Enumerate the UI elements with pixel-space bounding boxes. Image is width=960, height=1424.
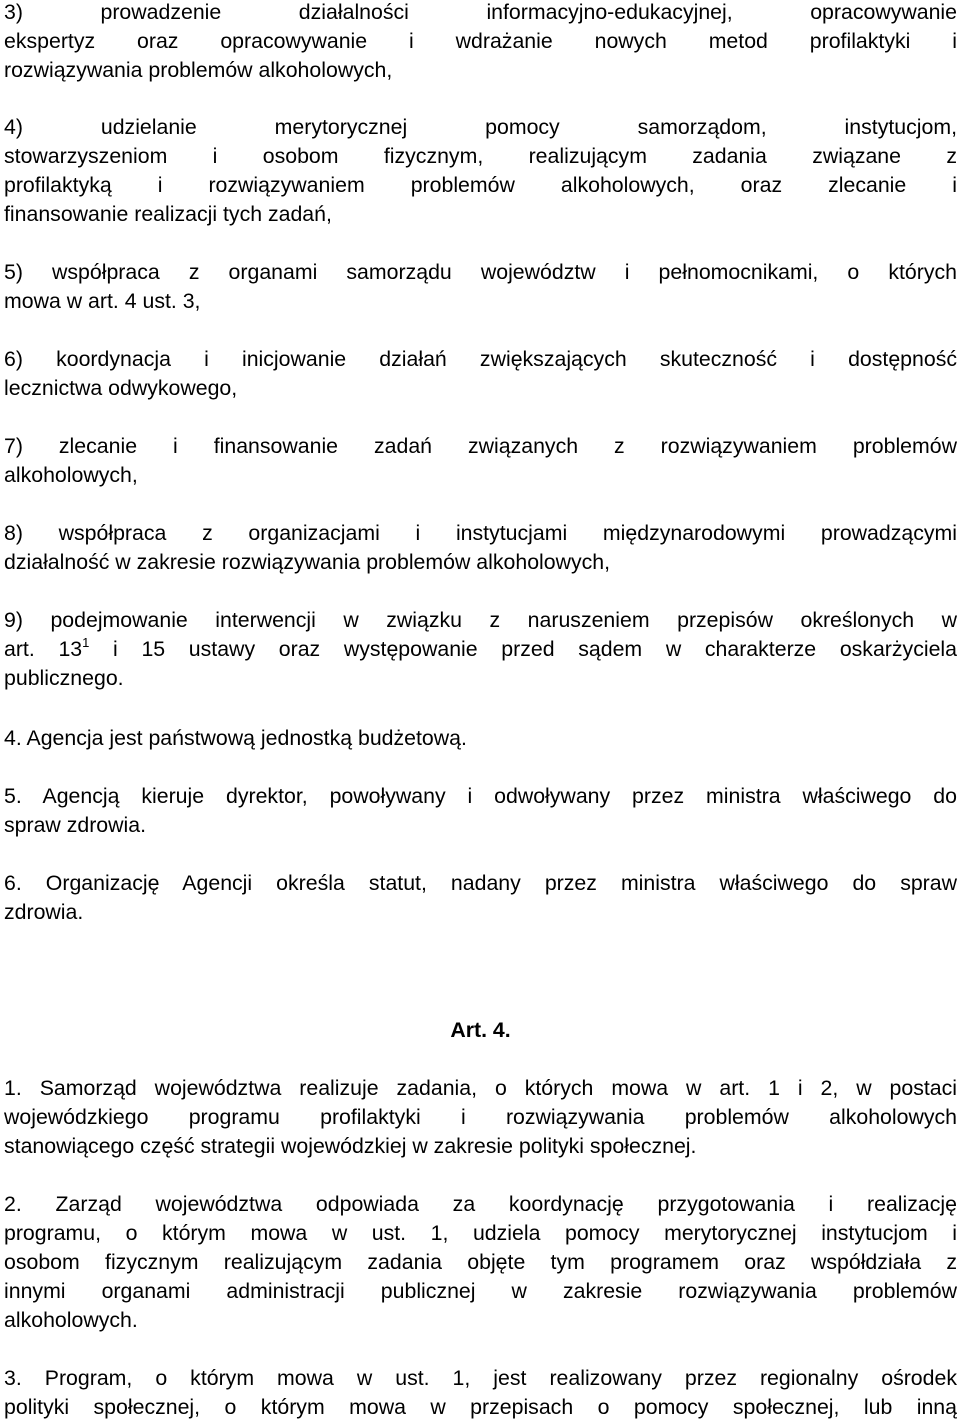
text-line: publicznego. (4, 666, 124, 690)
text-line: spraw zdrowia. (4, 813, 147, 837)
article-paragraph-3 (4, 1364, 957, 1422)
text-line: mowa w art. 4 ust. 3, (4, 289, 201, 313)
text-line: 2. Zarząd województwa odpowiada za koordynację przygotowania i realizację (4, 1192, 957, 1216)
text-line: wojewódzkiego programu profilaktyki i rozwiązywania problemów alkoholowych (4, 1105, 957, 1129)
text-line: stowarzyszeniom i osobom fizycznym, realizującym zadania związane z (4, 144, 957, 168)
text-line: 4) udzielanie merytorycznej pomocy samorządom, instytucjom, (4, 115, 957, 139)
text-line: zdrowia. (4, 900, 84, 924)
text-line: działalność w zakresie rozwiązywania problemów alkoholowych, (4, 550, 611, 574)
list-item-3 (4, 0, 957, 85)
text-line-with-superscript (4, 635, 957, 664)
section-4 (4, 724, 957, 753)
text-line: rozwiązywania problemów alkoholowych, (4, 58, 393, 82)
superscript: 1 (82, 635, 90, 650)
section-6 (4, 869, 957, 927)
text-line: 5. Agencją kieruje dyrektor, powoływany i odwoływany przez ministra właściwego do (4, 784, 957, 808)
text-line: alkoholowych. (4, 1308, 138, 1332)
article-paragraph-2 (4, 1190, 957, 1335)
text-line: 1. Samorząd województwa realizuje zadania, o których mowa w art. 1 i 2, w postaci (4, 1076, 957, 1100)
text-line: 4. Agencja jest państwową jednostką budżetową. (4, 726, 467, 750)
text-line: 7) zlecanie i finansowanie zadań związanych z rozwiązywaniem problemów (4, 434, 957, 458)
text-segment: art. 13 (4, 637, 83, 661)
list-item-6 (4, 345, 957, 403)
text-line: 9) podejmowanie interwencji w związku z naruszeniem przepisów określonych w (4, 608, 957, 632)
article-paragraph-1 (4, 1074, 957, 1161)
text-line: polityki społecznej, o którym mowa w przepisach o pomocy społecznej, lub inną (4, 1395, 957, 1419)
text-line: 6) koordynacja i inicjowanie działań zwiększających skuteczność i dostępność (4, 347, 957, 371)
list-item-7 (4, 432, 957, 490)
article-heading: Art. 4. (450, 1018, 511, 1042)
text-line: 3) prowadzenie działalności informacyjno-edukacyjnej, opracowywanie (4, 0, 957, 24)
text-line: ekspertyz oraz opracowywanie i wdrażanie nowych metod profilaktyki i (4, 29, 957, 53)
text-line: profilaktyką i rozwiązywaniem problemów alkoholowych, oraz zlecanie i (4, 173, 957, 197)
list-item-4 (4, 113, 957, 229)
text-line: alkoholowych, (4, 463, 138, 487)
text-line: 3. Program, o którym mowa w ust. 1, jest realizowany przez regionalny ośrodek (4, 1366, 957, 1390)
text-line: stanowiącego część strategii wojewódzkiej w zakresie polityki społecznej. (4, 1134, 697, 1158)
text-line: lecznictwa odwykowego, (4, 376, 238, 400)
list-item-8 (4, 519, 957, 577)
text-line: 6. Organizację Agencji określa statut, nadany przez ministra właściwego do spraw (4, 871, 957, 895)
list-item-5 (4, 258, 957, 316)
text-line: finansowanie realizacji tych zadań, (4, 202, 332, 226)
list-item-9 (4, 606, 957, 693)
text-line: 8) współpraca z organizacjami i instytucjami międzynarodowymi prowadzącymi (4, 521, 957, 545)
text-line: programu, o którym mowa w ust. 1, udziela pomocy merytorycznej instytucjom i (4, 1221, 957, 1245)
text-line: osobom fizycznym realizującym zadania objęte tym programem oraz współdziała z (4, 1250, 957, 1274)
text-line: 5) współpraca z organami samorządu województw i pełnomocnikami, o których (4, 260, 957, 284)
text-segment: i 15 ustawy oraz występowanie przed sądem w charakterze oskarżyciela (89, 637, 957, 661)
text-line: innymi organami administracji publicznej w zakresie rozwiązywania problemów (4, 1279, 957, 1303)
section-5 (4, 782, 957, 840)
